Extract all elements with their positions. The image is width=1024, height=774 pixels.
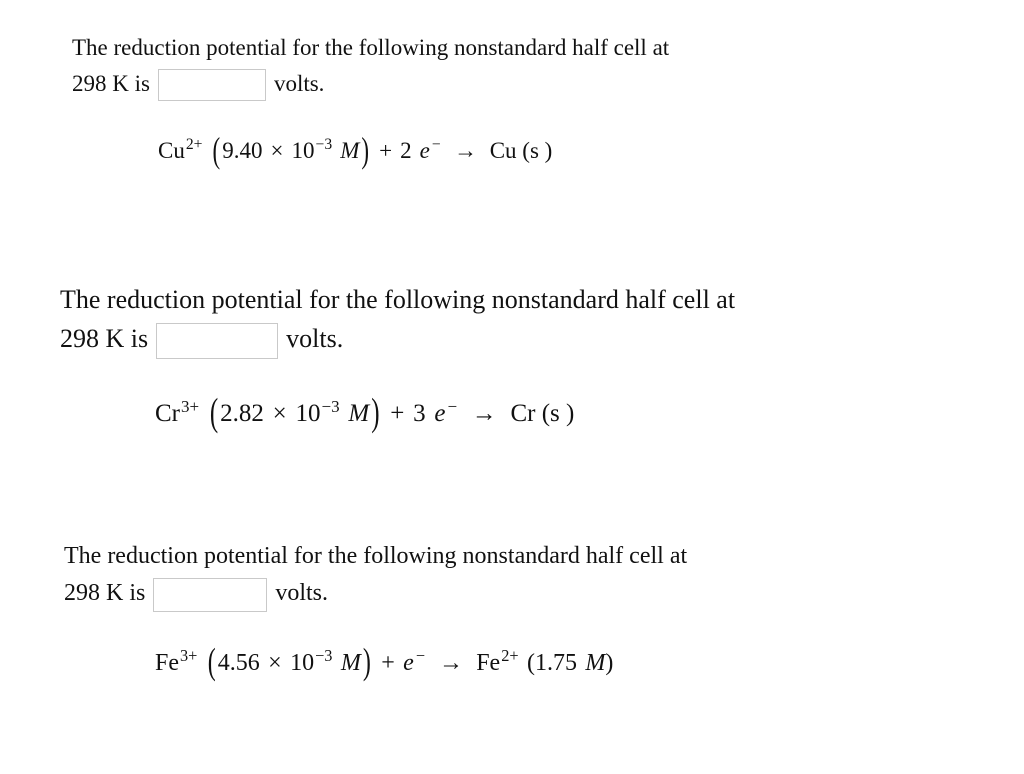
prompt-after-box: volts. (275, 580, 329, 607)
electron-charge: − (414, 646, 426, 666)
electron-charge: − (446, 396, 458, 416)
molarity-unit: M (340, 138, 360, 163)
close-paren: ) (371, 392, 380, 435)
question-prompt (64, 538, 687, 612)
electron-count: 2 (400, 138, 412, 163)
product-concentration: (1.75 M) (526, 650, 614, 676)
reaction-arrow: → (439, 650, 464, 676)
molarity-unit: M (348, 400, 370, 427)
question-prompt (60, 280, 735, 359)
concentration-mantissa: 9.40 (222, 138, 263, 163)
reactant-species: $Cr^{3+}$ (155, 396, 200, 427)
product-molarity-unit: M (585, 650, 606, 676)
electron-symbol: e− (434, 396, 458, 427)
concentration-exponent: −3 (321, 396, 340, 416)
concentration-power: $10^{-3}$ (291, 136, 333, 163)
prompt-before-box: 298 K is (64, 580, 146, 607)
product-species: Cu (s ) (489, 138, 553, 163)
times-sign: × (272, 400, 287, 427)
prompt-line-1: The reduction potential for the following nonstandard half cell at (64, 543, 688, 569)
answer-input[interactable] (153, 578, 267, 612)
concentration-power: $10^{-3}$ (290, 646, 333, 676)
reaction-arrow: → (454, 138, 478, 163)
reactant-species: $Cu^{2+}$ (158, 136, 203, 163)
concentration-exponent: −3 (315, 646, 333, 666)
plus-sign: + (379, 138, 393, 163)
reactant-charge: 3+ (180, 646, 198, 666)
reactant-charge: 3+ (181, 396, 200, 416)
answer-input[interactable] (156, 323, 278, 359)
times-sign: × (270, 138, 284, 163)
prompt-after-box: volts. (286, 324, 344, 353)
concentration-exponent: −3 (315, 136, 333, 154)
electron-symbol: e− (419, 136, 442, 163)
molarity-unit: M (340, 650, 361, 676)
half-reaction-equation (158, 130, 553, 170)
open-paren: ( (212, 130, 221, 170)
question-prompt (72, 30, 669, 101)
concentration-mantissa: 4.56 (217, 650, 260, 676)
plus-sign: + (390, 400, 405, 427)
half-reaction-equation (155, 392, 575, 435)
product-species: $Fe^{2+}$ (476, 646, 519, 676)
prompt-line-2 (60, 319, 735, 359)
close-paren: ) (361, 130, 370, 170)
electron-charge: − (430, 136, 442, 154)
prompt-before-box: 298 K is (72, 70, 150, 96)
prompt-line-2 (64, 575, 687, 612)
reactant-species: $Fe^{3+}$ (155, 646, 198, 676)
electron-symbol: e− (403, 646, 426, 676)
half-reaction-equation (155, 642, 614, 683)
concentration-power: $10^{-3}$ (295, 396, 340, 427)
open-paren: ( (209, 392, 219, 435)
close-paren: ) (362, 642, 371, 683)
electron-count: 3 (413, 400, 426, 427)
reaction-arrow: → (471, 400, 497, 427)
prompt-after-box: volts. (273, 70, 325, 96)
product-charge: 2+ (501, 646, 519, 666)
concentration-mantissa: 2.82 (220, 400, 264, 427)
product-species: Cr (s ) (510, 400, 575, 427)
prompt-line-2 (72, 66, 669, 102)
open-paren: ( (207, 642, 216, 683)
prompt-before-box: 298 K is (60, 324, 149, 353)
plus-sign: + (381, 650, 395, 676)
reactant-charge: 2+ (185, 136, 203, 154)
times-sign: × (268, 650, 282, 676)
prompt-line-1: The reduction potential for the following nonstandard half cell at (60, 285, 736, 314)
prompt-line-1: The reduction potential for the following nonstandard half cell at (72, 35, 670, 60)
answer-input[interactable] (158, 69, 266, 101)
